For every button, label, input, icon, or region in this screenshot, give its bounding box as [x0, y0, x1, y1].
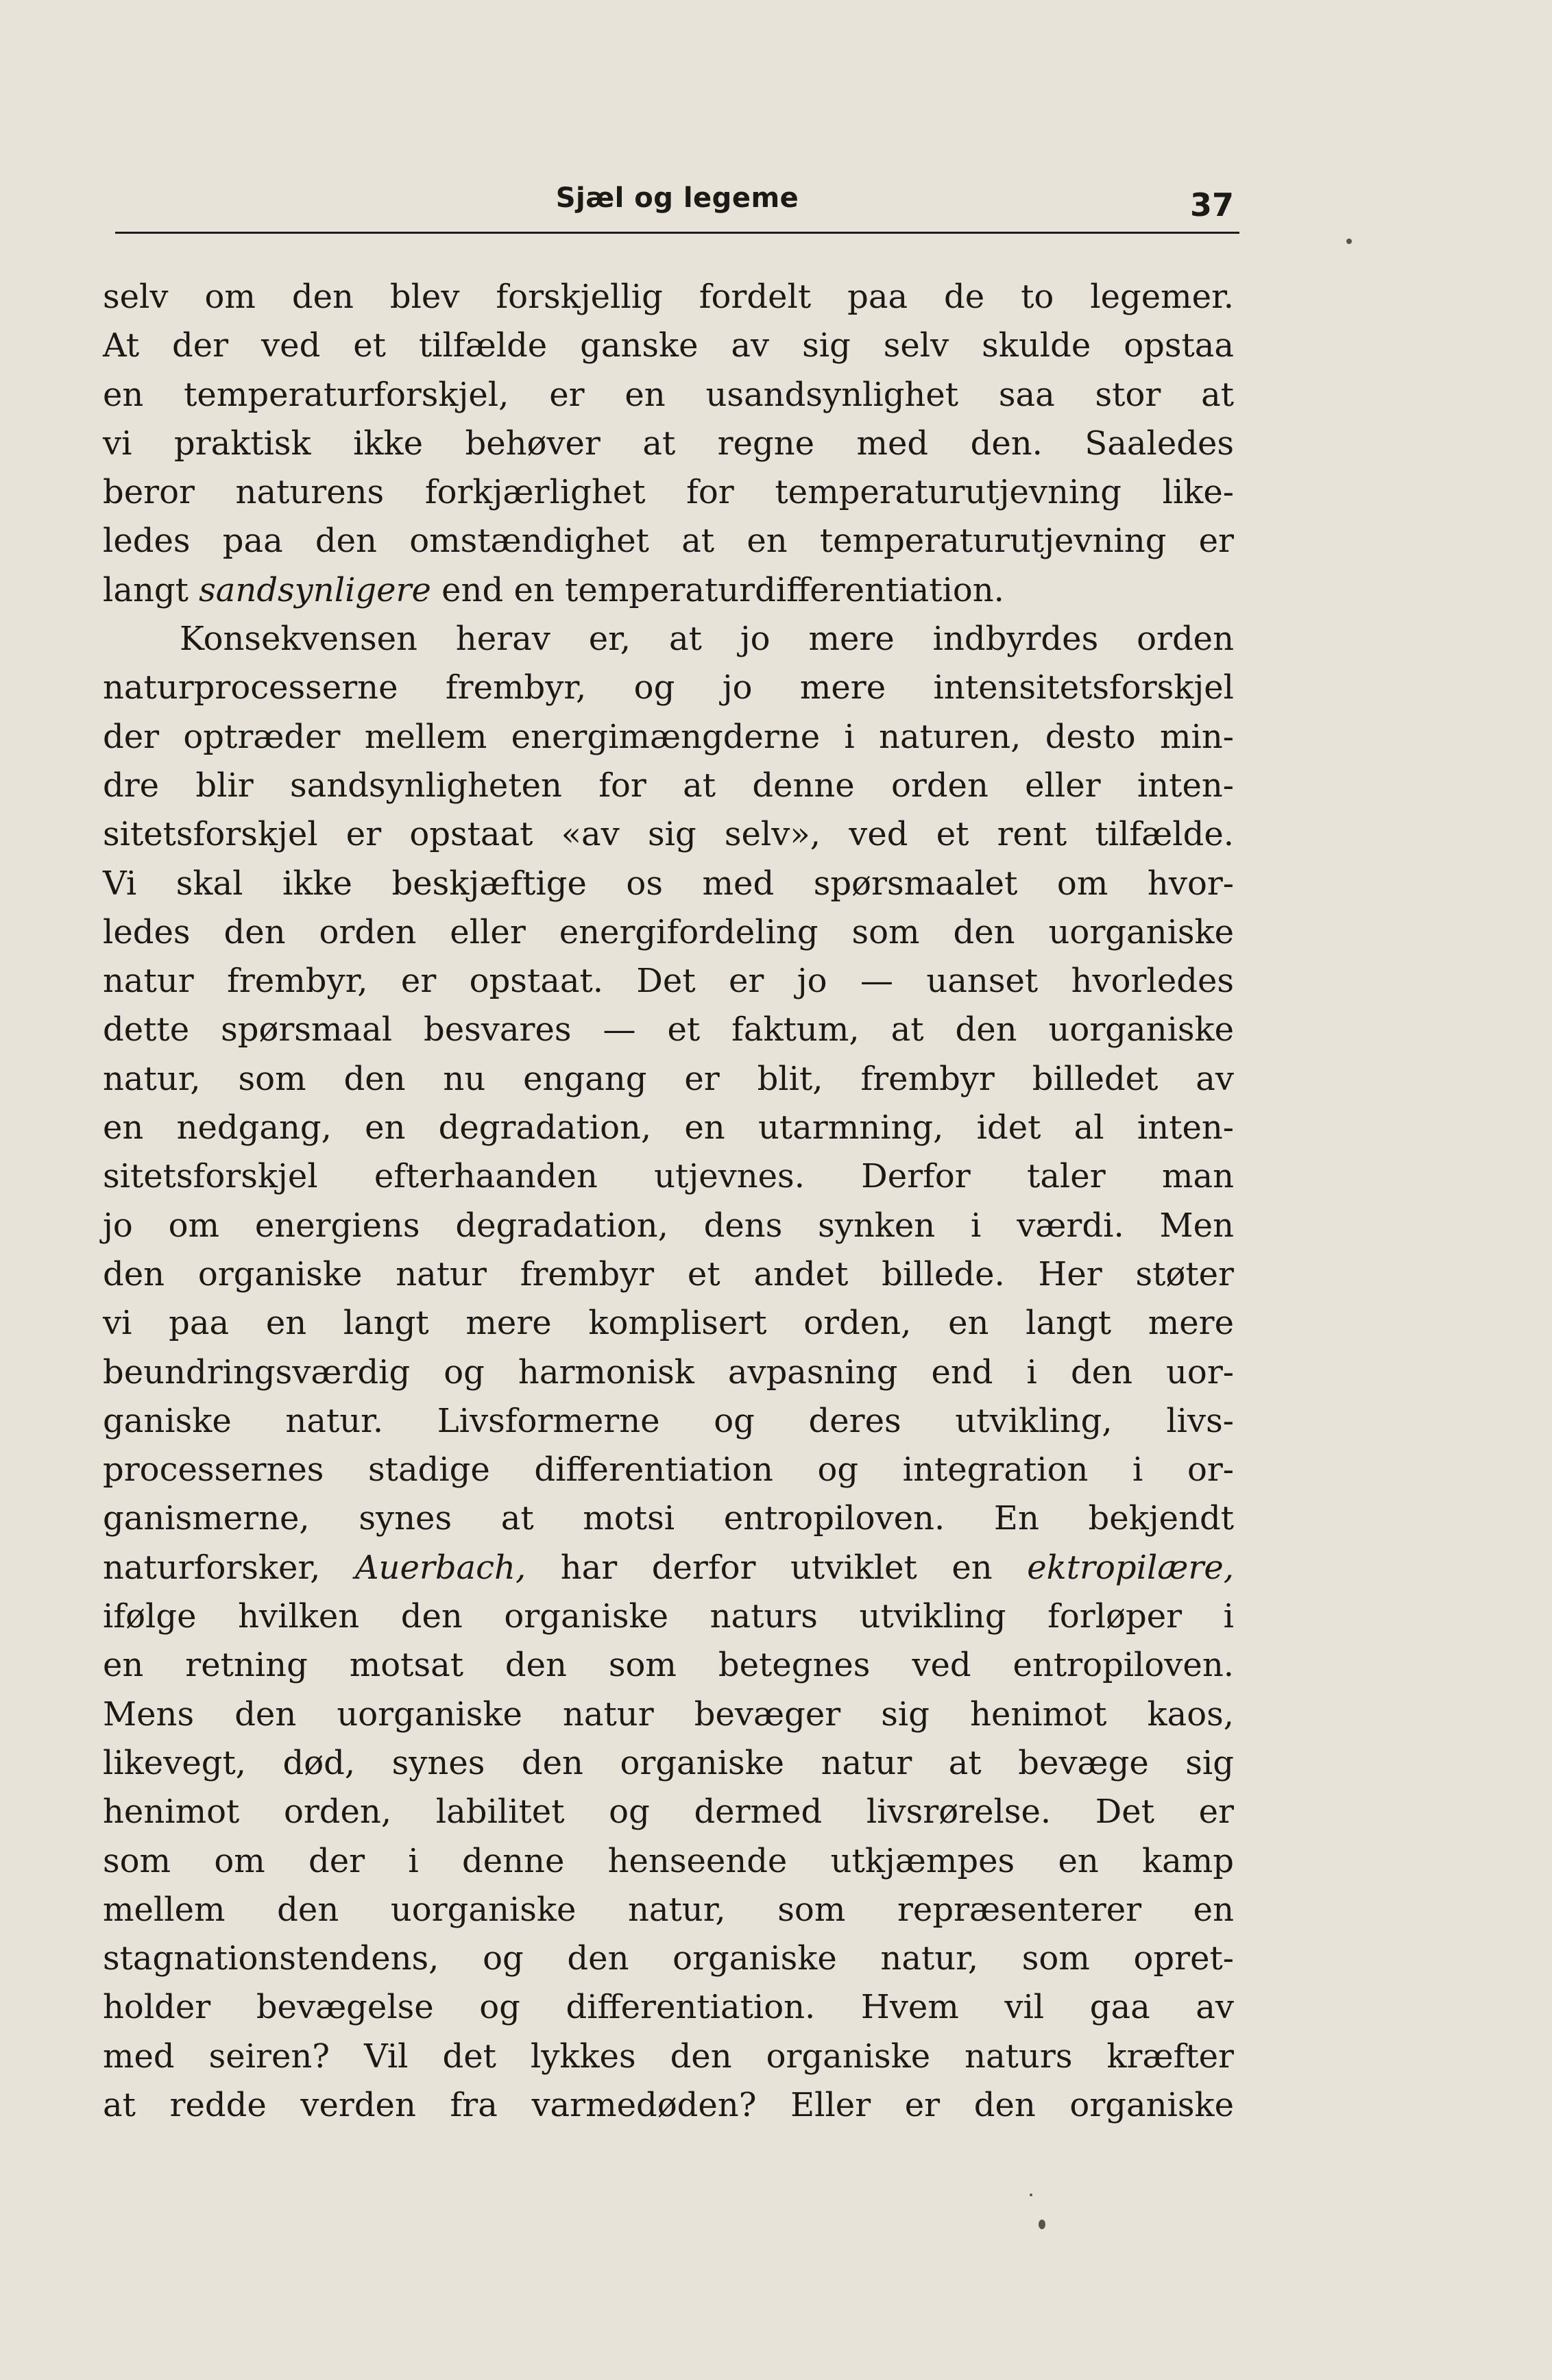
text-line: ledes den orden eller energifordeling som den uorganiske [103, 912, 1234, 951]
text-line: At der ved et tilfælde ganske av sig selv skulde opstaa [103, 326, 1234, 365]
text-line: sitetsforskjel efterhaanden utjevnes. Derfor taler man [103, 1157, 1234, 1196]
text-line: henimot orden, labilitet og dermed livsrørelse. Det er [103, 1793, 1234, 1832]
text-line: vi paa en langt mere komplisert orden, en langt mere [103, 1304, 1234, 1343]
text-line [103, 1544, 1234, 1592]
text-line: stagnationstendens, og den organiske natur, som opret- [103, 1939, 1234, 1978]
paper-speck [1039, 2220, 1045, 2229]
text-line: ganismerne, synes at motsi entropiloven. En bekjendt [103, 1499, 1234, 1538]
italic-term: sandsynligere [199, 570, 431, 609]
text-line: der optræder mellem energimængderne i naturen, desto min- [103, 717, 1234, 756]
text-line: beror naturens forkjærlighet for temperaturutjevning like- [103, 473, 1234, 512]
text-line: sitetsforskjel er opstaat «av sig selv», ved et rent tilfælde. [103, 815, 1234, 854]
italic-term: ektropilære, [1027, 1548, 1234, 1587]
text-line: Mens den uorganiske natur bevæger sig henimot kaos, [103, 1695, 1234, 1734]
line-text: har derfor utviklet en [526, 1548, 1028, 1587]
page-header [115, 177, 1239, 234]
line-text: end en temperaturdifferentiation. [431, 570, 1004, 609]
text-line: jo om energiens degradation, dens synken i værdi. Men [103, 1206, 1234, 1245]
text-line: naturprocesserne frembyr, og jo mere intensitetsforskjel [103, 668, 1234, 707]
running-title: Sjæl og legeme [555, 182, 799, 214]
text-line: en retning motsat den som betegnes ved entropiloven. [103, 1646, 1234, 1685]
text-line: som om der i denne henseende utkjæmpes en kamp [103, 1841, 1234, 1880]
body-text [103, 273, 1234, 2130]
text-line: beundringsværdig og harmonisk avpasning end i den uor- [103, 1352, 1234, 1392]
text-line: vi praktisk ikke behøver at regne med den. Saaledes [103, 424, 1234, 463]
page-number: 37 [1189, 186, 1234, 223]
line-text: naturforsker, [103, 1548, 355, 1587]
text-line [103, 566, 1234, 615]
text-line: mellem den uorganiske natur, som repræsenterer en [103, 1890, 1234, 1929]
text-line: ganiske natur. Livsformerne og deres utvikling, livs- [103, 1401, 1234, 1440]
paper-speck [1346, 239, 1352, 244]
text-line: dre blir sandsynligheten for at denne orden eller inten- [103, 766, 1234, 805]
paragraph-first-line: Konsekvensen herav er, at jo mere indbyrdes orden [180, 620, 1234, 659]
text-line: en temperaturforskjel, er en usandsynlighet saa stor at [103, 375, 1234, 414]
text-line: ledes paa den omstændighet at en temperaturutjevning er [103, 522, 1234, 561]
text-line: natur, som den nu engang er blit, frembyr billedet av [103, 1059, 1234, 1098]
text-line: holder bevægelse og differentiation. Hvem vil gaa av [103, 1988, 1234, 2027]
paper-speck [1030, 2194, 1032, 2196]
text-line: den organiske natur frembyr et andet billede. Her støter [103, 1254, 1234, 1294]
text-line: at redde verden fra varmedøden? Eller er den organiske [103, 2085, 1234, 2124]
text-line: Vi skal ikke beskjæftige os med spørsmaalet om hvor- [103, 864, 1234, 903]
text-line: dette spørsmaal besvares — et faktum, at den uorganiske [103, 1010, 1234, 1049]
text-line: likevegt, død, synes den organiske natur at bevæge sig [103, 1743, 1234, 1782]
text-line: processernes stadige differentiation og integration i or- [103, 1450, 1234, 1490]
text-line: ifølge hvilken den organiske naturs utvikling forløper i [103, 1597, 1234, 1636]
text-line: med seiren? Vil det lykkes den organiske naturs kræfter [103, 2037, 1234, 2076]
text-line: en nedgang, en degradation, en utarmning, idet al inten- [103, 1108, 1234, 1148]
text-line: natur frembyr, er opstaat. Det er jo — uanset hvorledes [103, 962, 1234, 1001]
line-text: langt [103, 570, 199, 609]
italic-name: Auerbach, [354, 1548, 526, 1587]
text-line: selv om den blev forskjellig fordelt paa de to legemer. [103, 278, 1234, 316]
